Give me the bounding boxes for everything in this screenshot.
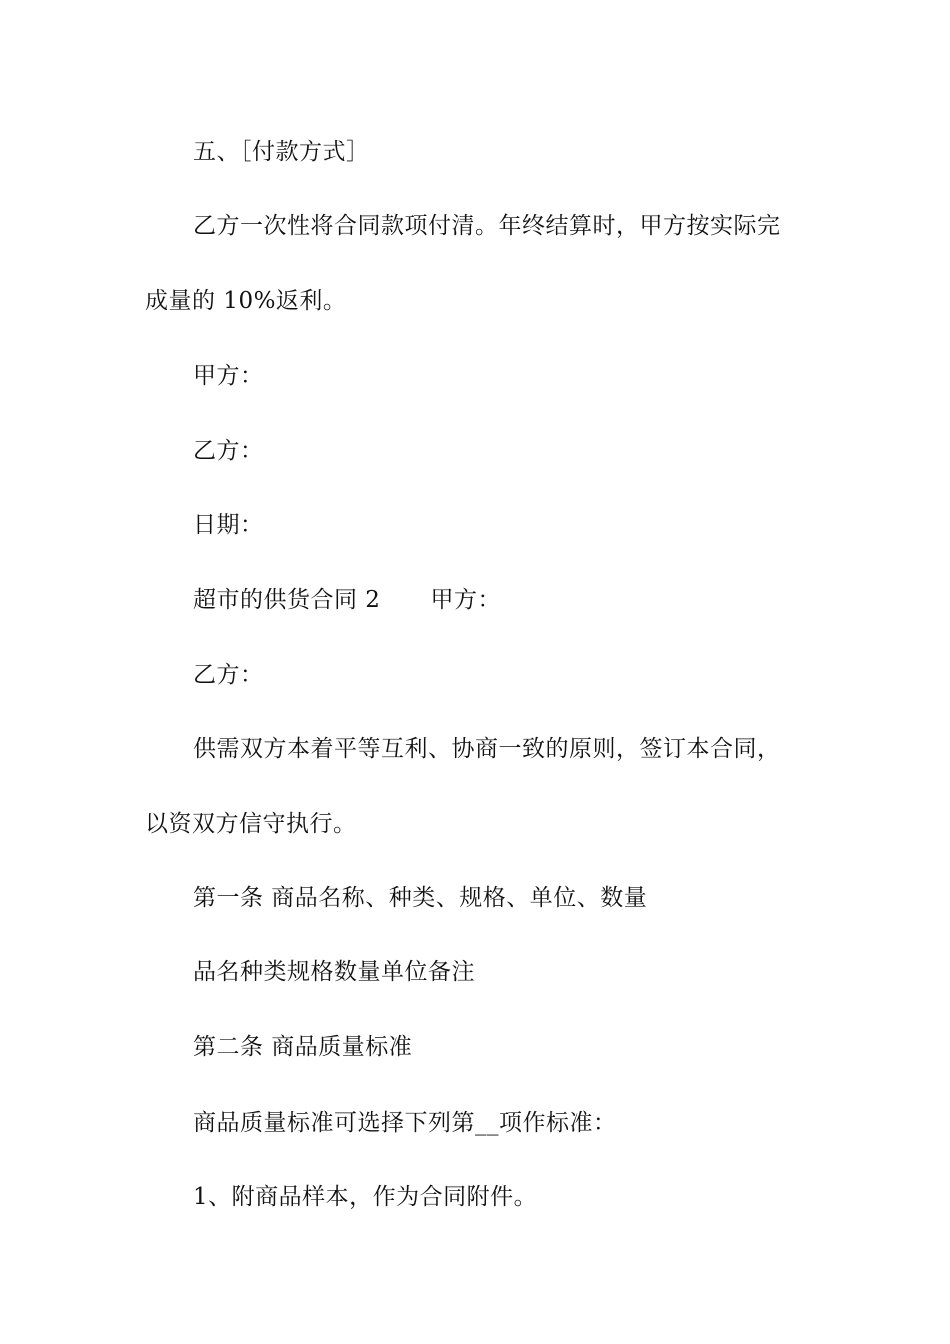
paragraph-line: 成量的 10%返利。 bbox=[145, 288, 347, 314]
paragraph-line: 供需双方本着平等互利、协商一致的原则，签订本合同， bbox=[193, 736, 781, 762]
paragraph-line: 商品质量标准可选择下列第__项作标准： bbox=[193, 1110, 617, 1136]
section-heading-payment: 五、［付款方式］ bbox=[193, 139, 370, 165]
list-item: 1、附商品样本，作为合同附件。 bbox=[193, 1184, 538, 1210]
party-b-label: 乙方： bbox=[193, 438, 264, 464]
paragraph-line: 以资双方信守执行。 bbox=[145, 811, 357, 837]
paragraph-line: 乙方一次性将合同款项付清。年终结算时，甲方按实际完 bbox=[193, 213, 781, 239]
date-label: 日期： bbox=[193, 512, 264, 538]
party-a-label: 甲方： bbox=[430, 587, 501, 613]
table-header-text: 品名种类规格数量单位备注 bbox=[193, 959, 475, 985]
article-heading: 第二条 商品质量标准 bbox=[193, 1034, 413, 1060]
party-a-label: 甲方： bbox=[193, 363, 264, 389]
party-b-label: 乙方： bbox=[193, 662, 264, 688]
contract-title-line bbox=[193, 585, 501, 615]
article-heading: 第一条 商品名称、种类、规格、单位、数量 bbox=[193, 885, 648, 911]
contract-title: 超市的供货合同 2 bbox=[193, 587, 381, 613]
